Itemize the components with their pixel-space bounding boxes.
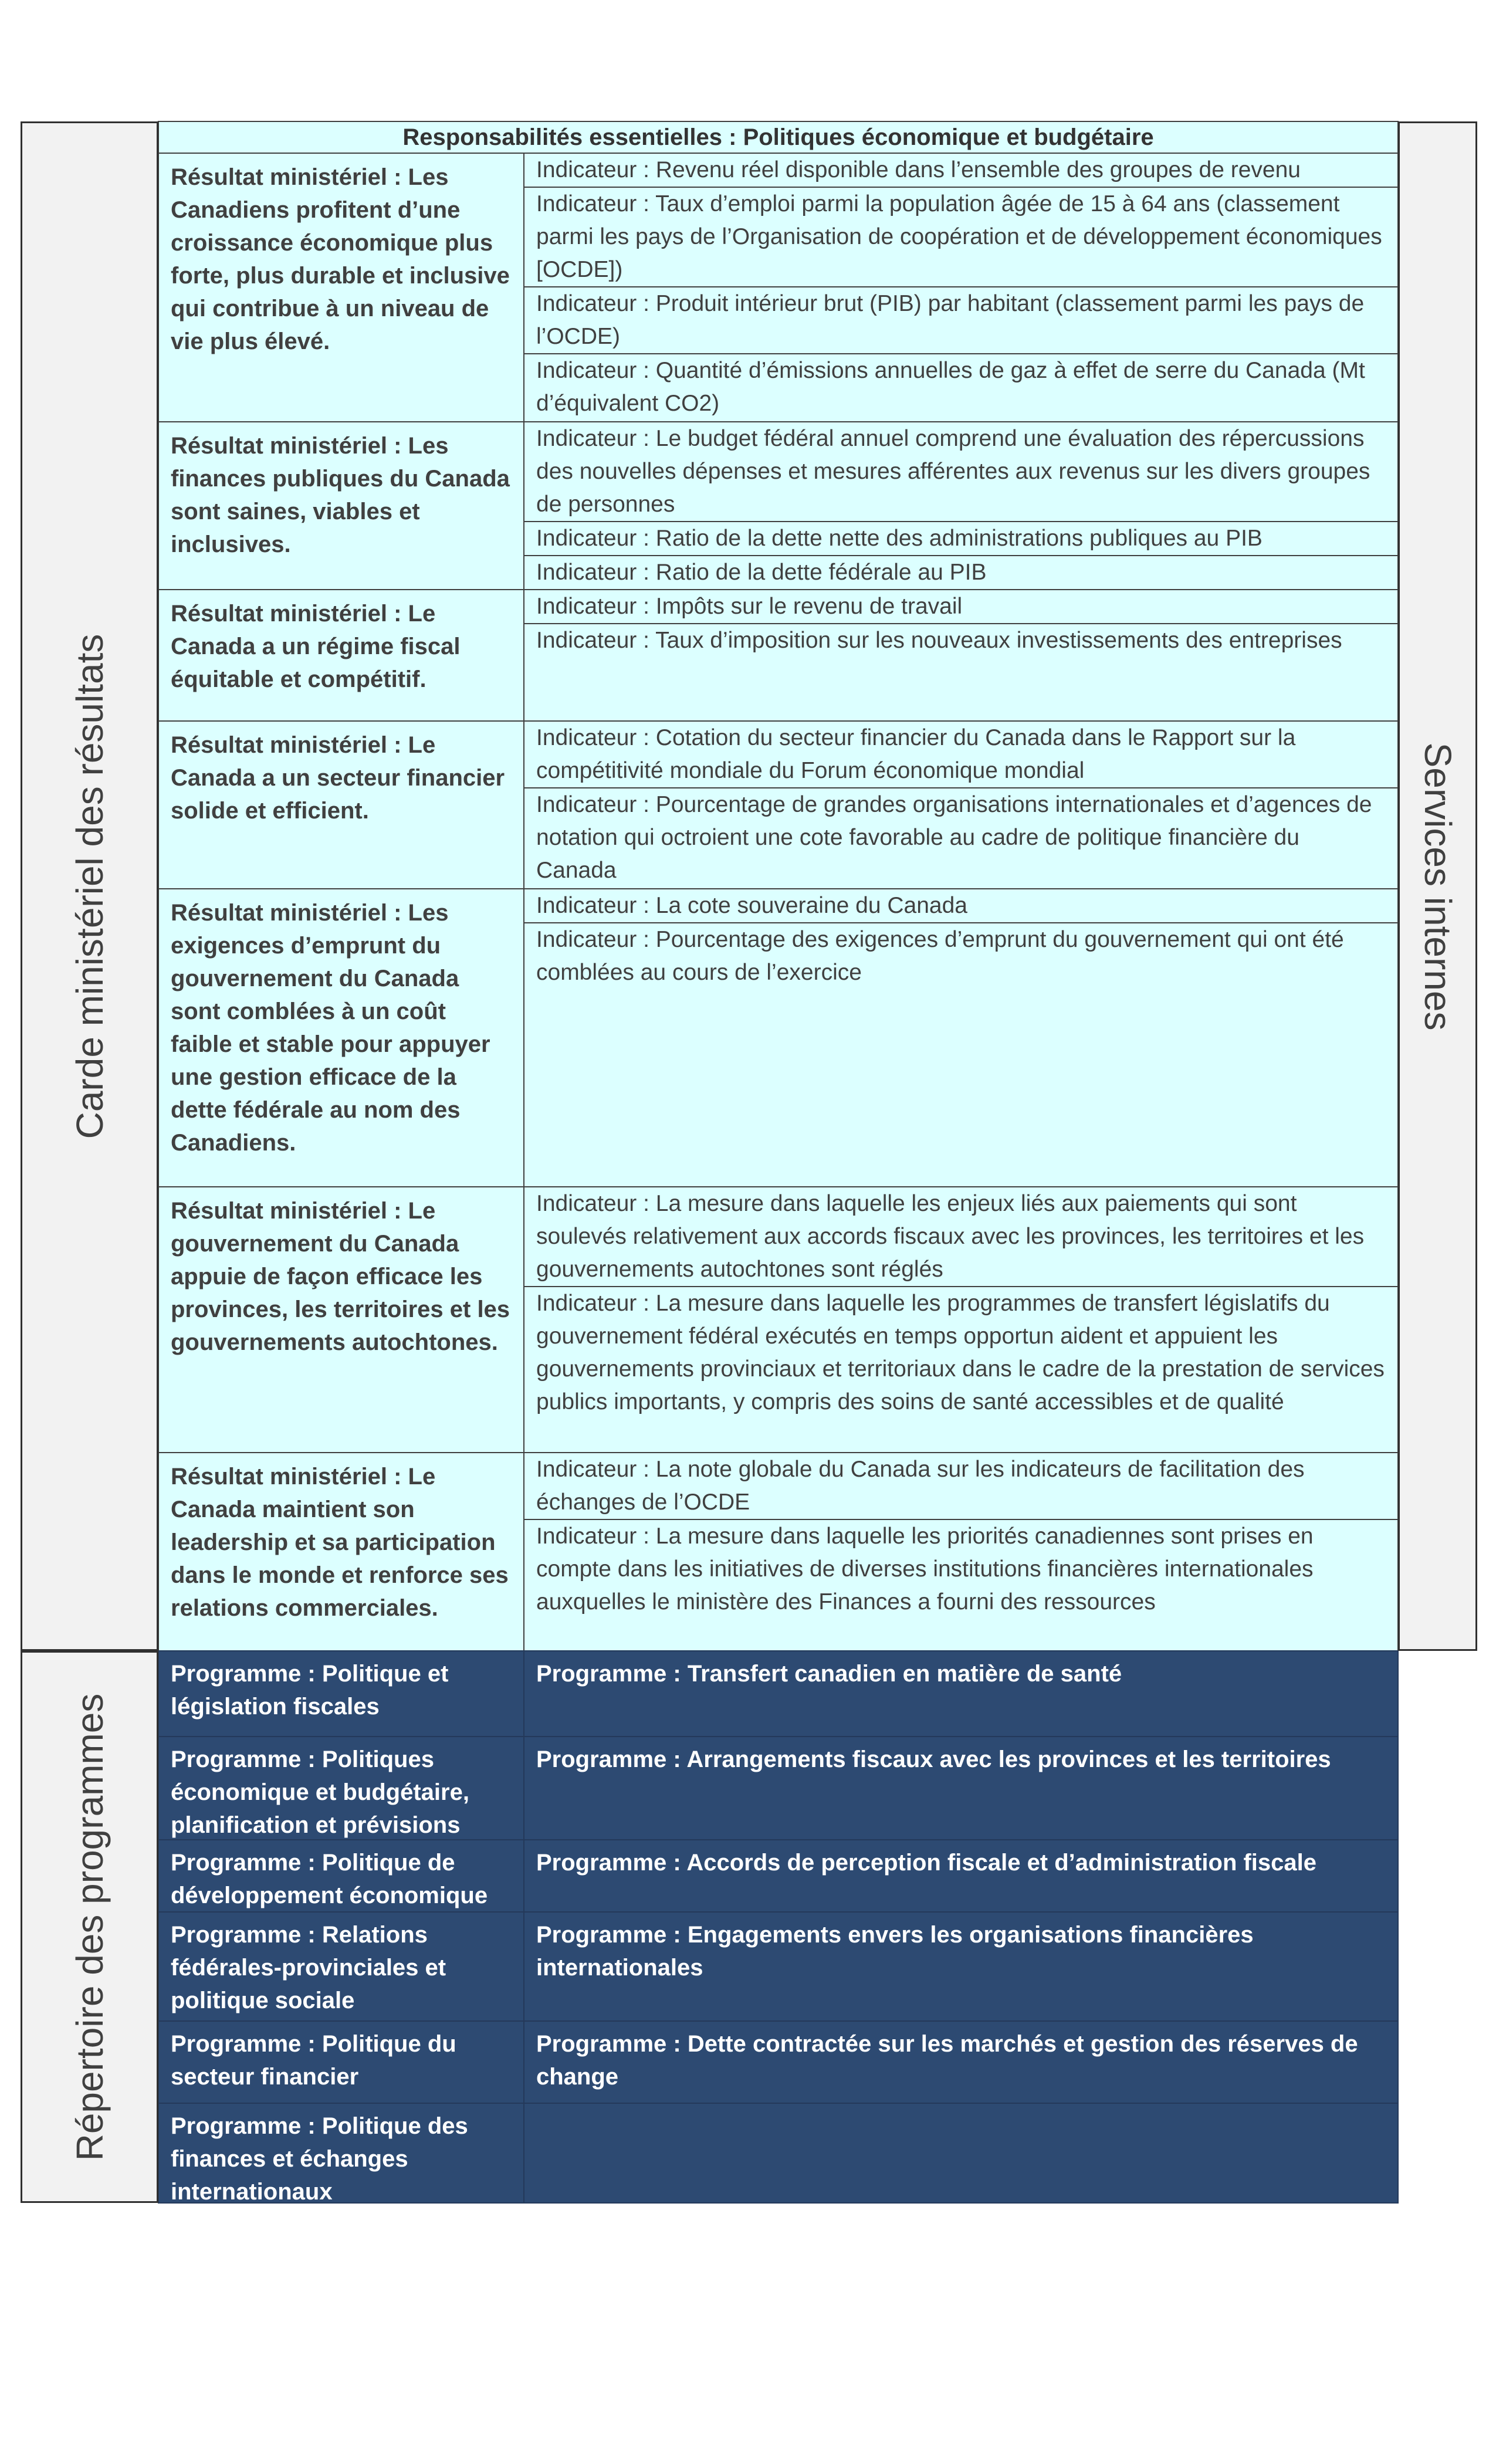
side-label-results-text: Carde ministériel des résultats: [68, 634, 111, 1139]
side-label-programs: [21, 1651, 158, 2203]
program-item: Programme : Relations fédérales-provinciales et politique sociale: [158, 1911, 524, 2022]
indicator-list: [523, 720, 1399, 889]
indicator-item: Indicateur : Cotation du secteur financier du Canada dans le Rapport sur la compétitivité mondiale du Forum économique mondial: [524, 722, 1397, 788]
indicator-item: Indicateur : La note globale du Canada sur les indicateurs de facilitation des échanges de l’OCDE: [524, 1453, 1397, 1520]
side-label-results: [21, 121, 158, 1651]
result-label: Résultat ministériel : Les exigences d’emprunt du gouvernement du Canada sont comblées à un coût faible et stable pour appuyer une gestion efficace de la dette fédérale au nom des Canadiens.: [158, 888, 524, 1187]
program-item: Programme : Dette contractée sur les marchés et gestion des réserves de change: [523, 2020, 1399, 2104]
indicator-item: Indicateur : Pourcentage des exigences d’emprunt du gouvernement qui ont été comblées au cours de l’exercice: [536, 927, 1344, 985]
indicator-item: Indicateur : Taux d’emploi parmi la population âgée de 15 à 64 ans (classement parmi les pays de l’Organisation de coopération et de développement économiques [OCDE]): [524, 188, 1397, 287]
indicator-item: Indicateur : Quantité d’émissions annuelles de gaz à effet de serre du Canada (Mt d’équivalent CO2): [536, 358, 1365, 416]
indicator-list: [523, 153, 1399, 422]
indicator-item: Indicateur : Ratio de la dette fédérale au PIB: [536, 560, 987, 585]
program-item: Programme : Politique de développement économique: [158, 1839, 524, 1913]
indicator-item: Indicateur : Revenu réel disponible dans l’ensemble des groupes de revenu: [524, 154, 1397, 188]
result-label: Résultat ministériel : Les finances publiques du Canada sont saines, viables et inclusives.: [158, 421, 524, 590]
program-item: Programme : Engagements envers les organisations financières internationales: [523, 1911, 1399, 2022]
indicator-item: Indicateur : Taux d’imposition sur les nouveaux investissements des entreprises: [536, 628, 1342, 653]
indicator-item: Indicateur : La cote souveraine du Canada: [524, 889, 1397, 923]
result-label: Résultat ministériel : Le Canada a un régime fiscal équitable et compétitif.: [158, 589, 524, 722]
side-label-internal-services-text: Services internes: [1416, 742, 1459, 1030]
indicator-list: [523, 1186, 1399, 1453]
side-label-internal-services: [1398, 121, 1477, 1651]
result-label: Résultat ministériel : Le gouvernement du Canada appuie de façon efficace les provinces, les territoires et les gouvernements autochtones.: [158, 1186, 524, 1453]
indicator-item: Indicateur : Produit intérieur brut (PIB) par habitant (classement parmi les pays de l’OCDE): [524, 287, 1397, 354]
indicator-item: Indicateur : Impôts sur le revenu de travail: [524, 590, 1397, 624]
result-label: Résultat ministériel : Le Canada a un secteur financier solide et efficient.: [158, 720, 524, 889]
indicator-list: [523, 1452, 1399, 1651]
program-item: Programme : Politiques économique et budgétaire, planification et prévisions: [158, 1736, 524, 1840]
indicator-list: [523, 888, 1399, 1187]
indicator-item: Indicateur : Pourcentage de grandes organisations internationales et d’agences de notation qui octroient une cote favorable au cadre de politique financière du Canada: [536, 792, 1372, 883]
indicator-item: Indicateur : La mesure dans laquelle les priorités canadiennes sont prises en compte dans les initiatives de diverses institutions financières internationales auxquelles le ministère des Finances a fourni des ressources: [536, 1524, 1314, 1615]
program-item: Programme : Politique des finances et échanges internationaux: [158, 2103, 524, 2204]
framework-table: [21, 121, 1477, 2203]
program-item: Programme : Accords de perception fiscale et d’administration fiscale: [523, 1839, 1399, 1913]
program-item: Programme : Arrangements fiscaux avec les provinces et les territoires: [523, 1736, 1399, 1840]
indicator-list: [523, 421, 1399, 590]
program-item: Programme : Transfert canadien en matière de santé: [523, 1650, 1399, 1737]
program-item-empty: [523, 2103, 1399, 2204]
program-item: Programme : Politique et législation fiscales: [158, 1650, 524, 1737]
result-label: Résultat ministériel : Les Canadiens profitent d’une croissance économique plus forte, plus durable et inclusive qui contribue à un niveau de vie plus élevé.: [158, 153, 524, 422]
indicator-item: Indicateur : Le budget fédéral annuel comprend une évaluation des répercussions des nouvelles dépenses et mesures afférentes aux revenus sur les divers groupes de personnes: [524, 422, 1397, 522]
indicator-item: Indicateur : Ratio de la dette nette des administrations publiques au PIB: [524, 522, 1397, 556]
side-label-programs-text: Répertoire des programmes: [68, 1693, 111, 2161]
indicator-item: Indicateur : La mesure dans laquelle les programmes de transfert législatifs du gouvernement fédéral exécutés en temps opportun aident et appuient les gouvernements provinciaux et territoriaux dans le cadre de la prestation de services publics importants, y compris des soins de santé accessibles et de qualité: [536, 1291, 1385, 1414]
result-label: Résultat ministériel : Le Canada maintient son leadership et sa participation dans le monde et renforce ses relations commerciales.: [158, 1452, 524, 1651]
program-item: Programme : Politique du secteur financier: [158, 2020, 524, 2104]
core-responsibility-header: Responsabilités essentielles : Politiques économique et budgétaire: [158, 121, 1399, 154]
indicator-item: Indicateur : La mesure dans laquelle les enjeux liés aux paiements qui sont soulevés relativement aux accords fiscaux avec les provinces, les territoires et les gouvernements autochtones sont réglés: [524, 1187, 1397, 1287]
indicator-list: [523, 589, 1399, 722]
